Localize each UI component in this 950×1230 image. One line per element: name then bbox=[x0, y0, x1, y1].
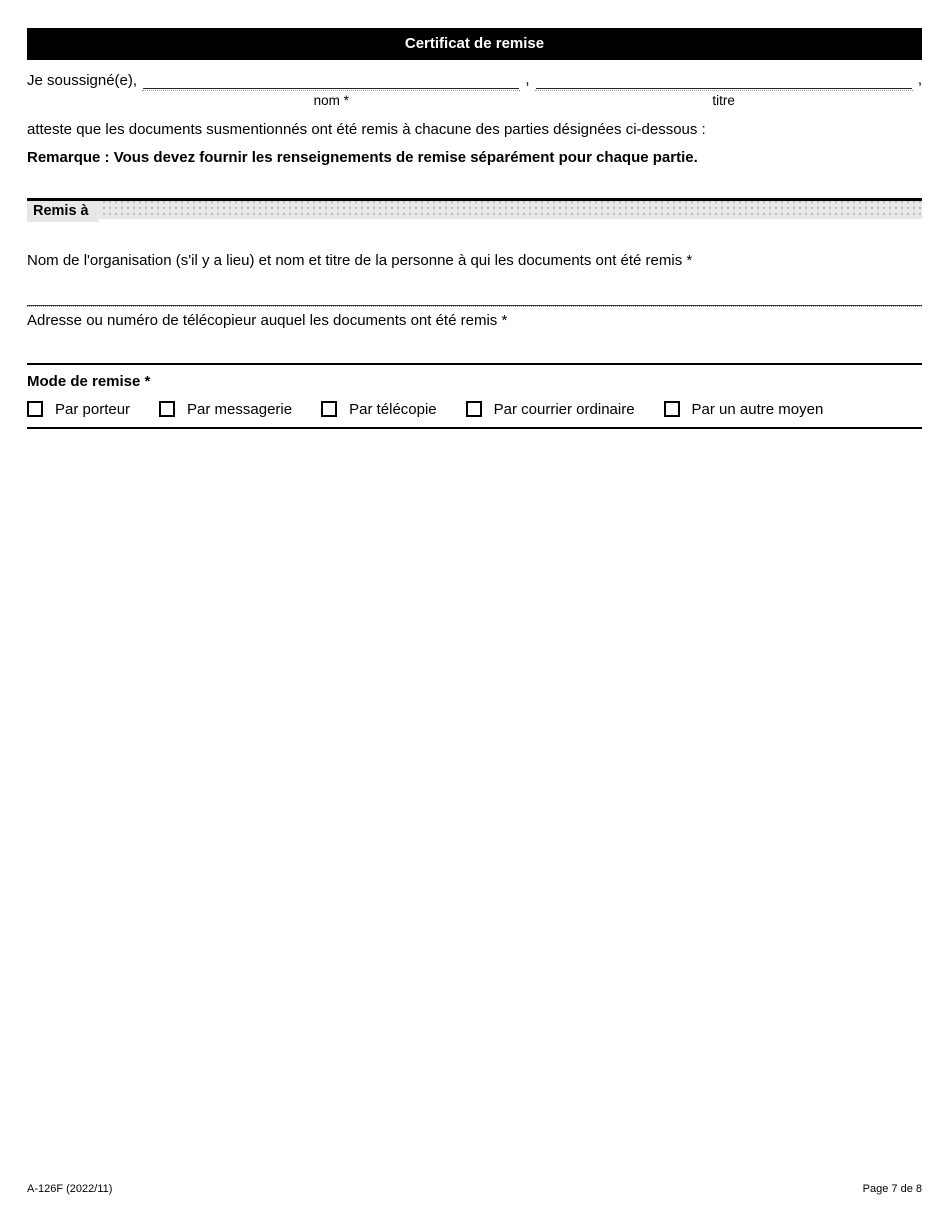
signatory-title-caption: titre bbox=[712, 93, 735, 108]
organization-name-field[interactable] bbox=[27, 269, 922, 305]
mode-option-par-messagerie bbox=[159, 401, 292, 418]
form-title: Certificat de remise bbox=[404, 35, 545, 52]
checkbox-par-telecopie[interactable] bbox=[321, 401, 337, 417]
organization-name-label: Nom de l'organisation (s'il y a lieu) et nom et titre de la personne à qui les documents ont été remis * bbox=[27, 252, 693, 269]
field-separator-line bbox=[27, 305, 922, 307]
checkbox-par-un-autre-moyen[interactable] bbox=[664, 401, 680, 417]
checkbox-label: Par porteur bbox=[55, 400, 131, 418]
mode-option-par-porteur bbox=[27, 401, 130, 418]
checkbox-par-porteur[interactable] bbox=[27, 401, 43, 417]
mode-section-top-rule bbox=[27, 363, 922, 365]
mode-option-par-un-autre-moyen bbox=[664, 401, 824, 418]
checkbox-par-courrier-ordinaire[interactable] bbox=[466, 401, 482, 417]
mode-option-par-courrier-ordinaire bbox=[466, 401, 635, 418]
delivery-mode-options bbox=[27, 399, 922, 419]
signatory-title-field[interactable] bbox=[536, 69, 912, 108]
signatory-row bbox=[27, 69, 922, 108]
checkbox-label: Par un autre moyen bbox=[691, 400, 824, 418]
section-header-remis-a bbox=[27, 198, 922, 219]
page-footer bbox=[27, 1183, 922, 1195]
section-title: Remis à bbox=[27, 201, 99, 222]
checkbox-par-messagerie[interactable] bbox=[159, 401, 175, 417]
attestation-text: atteste que les documents susmentionnés ont été remis à chacune des parties désignées ci-dessous : bbox=[27, 121, 706, 138]
address-field[interactable] bbox=[27, 329, 922, 363]
address-label: Adresse ou numéro de télécopieur auquel les documents ont été remis * bbox=[27, 312, 508, 329]
mode-option-par-telecopie bbox=[321, 401, 437, 418]
remark-note: Remarque : Vous devez fournir les renseignements de remise séparément pour chaque partie. bbox=[27, 149, 698, 166]
signatory-name-caption: nom * bbox=[313, 93, 349, 108]
mode-de-remise-title: Mode de remise * bbox=[27, 373, 151, 390]
checkbox-label: Par courrier ordinaire bbox=[493, 400, 635, 418]
form-title-bar bbox=[27, 28, 922, 60]
mode-section-bottom-rule bbox=[27, 427, 922, 429]
signatory-name-field[interactable] bbox=[143, 69, 519, 108]
comma-after-name: , bbox=[525, 71, 530, 88]
form-number: A-126F (2022/11) bbox=[27, 1183, 113, 1195]
checkbox-label: Par messagerie bbox=[187, 400, 293, 418]
checkbox-label: Par télécopie bbox=[349, 400, 437, 418]
signatory-prefix-label: Je soussigné(e), bbox=[27, 72, 138, 89]
page-number: Page 7 de 8 bbox=[862, 1183, 922, 1195]
comma-after-title: , bbox=[917, 71, 922, 88]
